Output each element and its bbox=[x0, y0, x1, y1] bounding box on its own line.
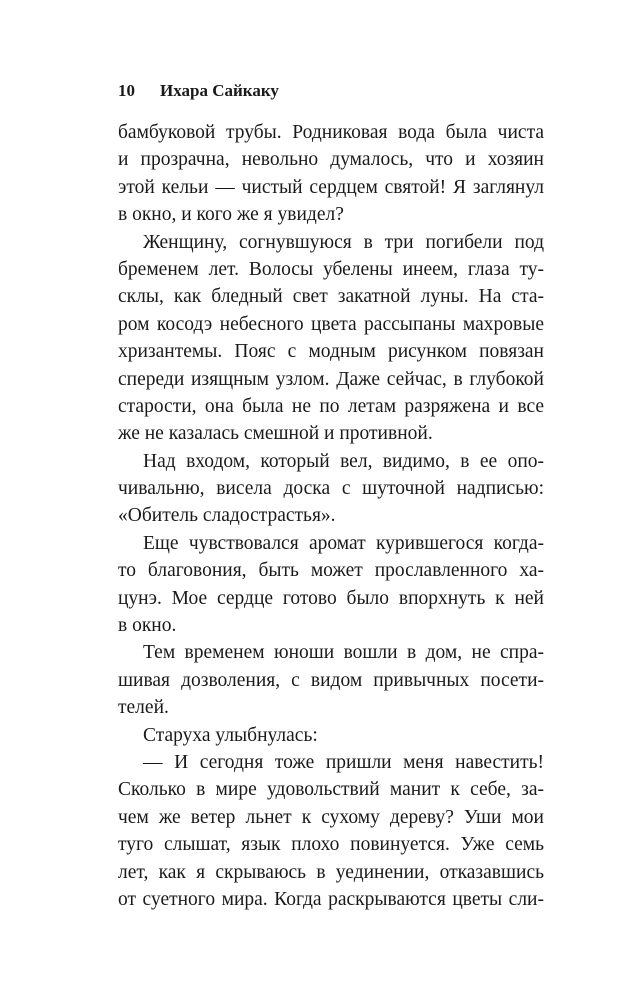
text-line: шивая дозволения, с видом привычных посети- bbox=[118, 669, 544, 691]
text-line: Женщину, согнувшуюся в три погибели под bbox=[143, 231, 544, 253]
text-line: Сколько в мире удовольствий манит к себе, за- bbox=[118, 779, 544, 801]
text-line: в окно. bbox=[118, 615, 177, 637]
text-line: телей. bbox=[118, 697, 169, 719]
text-line: хризантемы. Пояс с модным рисунком повязан bbox=[118, 341, 544, 363]
text-line: то благовония, быть может прославленного ха- bbox=[118, 560, 544, 582]
text-line: — И сегодня тоже пришли меня навестить! bbox=[143, 751, 544, 773]
text-line: спереди изящным узлом. Даже сейчас, в глубокой bbox=[118, 368, 544, 390]
author-name: Ихара Сайкаку bbox=[160, 81, 279, 100]
text-line: и прозрачна, невольно думалось, что и хозяин bbox=[118, 149, 544, 171]
text-line: цунэ. Мое сердце готово было впорхнуть к ней bbox=[118, 587, 544, 609]
text-line: чивальню, висела доска с шуточной надписью: bbox=[118, 478, 544, 500]
text-line: старости, она была не по летам разряжена и все bbox=[118, 395, 544, 417]
text-line: бременем лет. Волосы убелены инеем, глаза ту- bbox=[118, 258, 544, 280]
text-line: «Обитель сладострастья». bbox=[118, 505, 336, 527]
text-line: Тем временем юноши вошли в дом, не спра- bbox=[143, 642, 544, 664]
text-line: ром косодэ небесного цвета рассыпаны махровые bbox=[118, 313, 544, 335]
text-line: в окно, и кого же я увидел? bbox=[118, 204, 344, 226]
text-line: этой кельи — чистый сердцем святой! Я заглянул bbox=[118, 176, 544, 198]
text-line: туго слышат, язык плохо повинуется. Уже семь bbox=[118, 834, 544, 856]
text-line: склы, как бледный свет закатной луны. На ста- bbox=[118, 286, 544, 308]
text-line: чем же ветер льнет к сухому дереву? Уши мои bbox=[118, 806, 544, 828]
running-head bbox=[118, 80, 279, 102]
text-line: от суетного мира. Когда раскрываются цветы сли- bbox=[118, 888, 544, 910]
text-line: же не казалась смешной и противной. bbox=[118, 423, 433, 445]
text-line: Старуха улыбнулась: bbox=[143, 724, 318, 746]
text-line: лет, как я скрываюсь в уединении, отказавшись bbox=[118, 861, 544, 883]
page-number: 10 bbox=[118, 81, 135, 100]
text-line: бамбуковой трубы. Родниковая вода была чиста bbox=[118, 122, 544, 143]
text-line: Над входом, который вел, видимо, в ее опо- bbox=[143, 450, 544, 472]
text-line: Еще чувствовался аромат курившегося когда- bbox=[143, 532, 544, 554]
body-text bbox=[118, 119, 544, 913]
